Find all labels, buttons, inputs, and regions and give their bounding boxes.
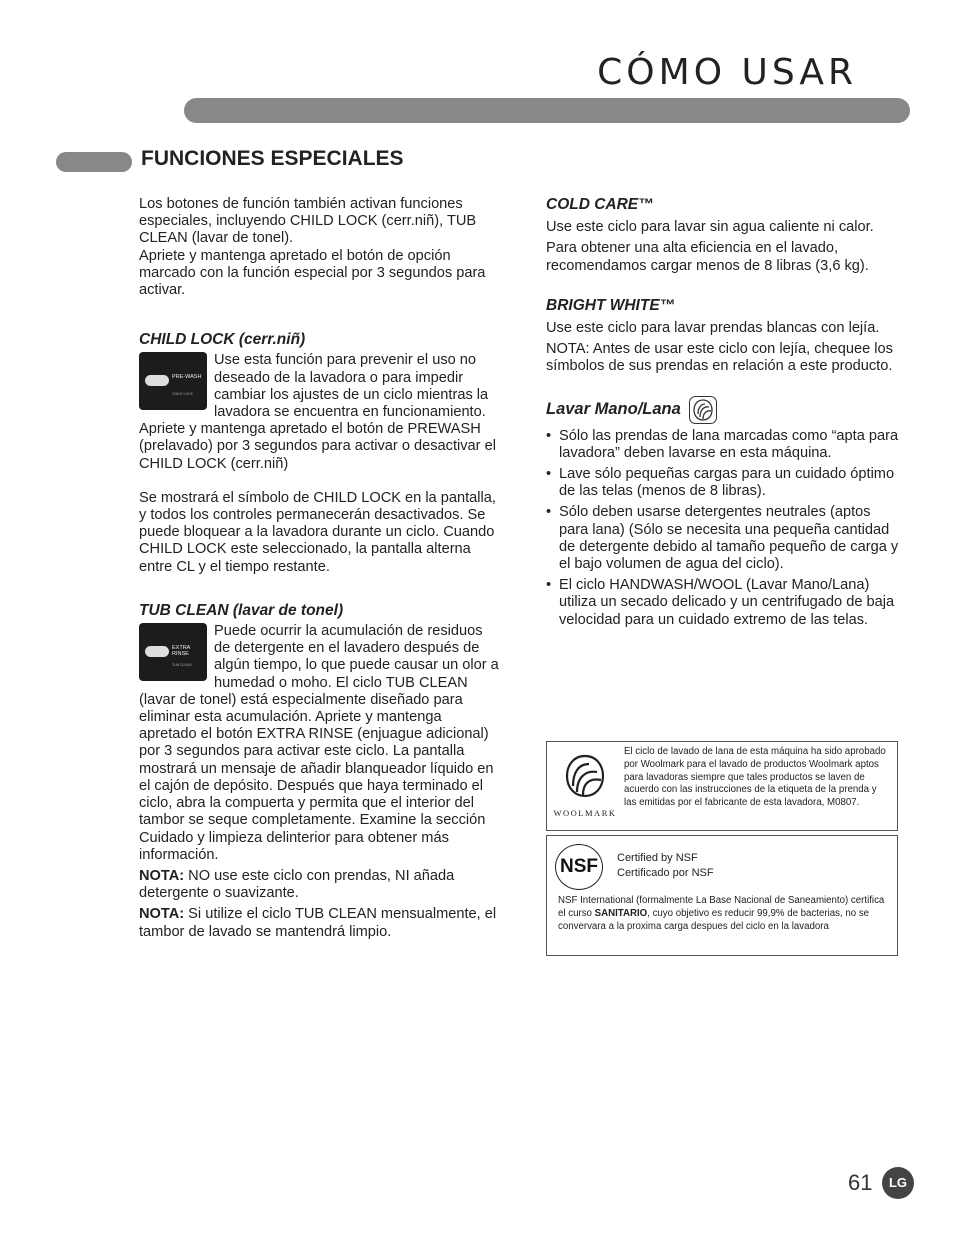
woolmark-text: El ciclo de lavado de lana de esta máquina ha sido aprobado por Woolmark para el lavado de productos Woolmark aptos para lavadoras siempre que tales productos se laven de acuerdo con las instrucciones de la etiqueta de la prenda y las emitidas por el fabricante de esta lavadora, M0807. (624, 746, 886, 809)
header-bar (184, 98, 910, 123)
nsf-certification: Certified by NSF Certificado por NSF (617, 852, 714, 879)
nsf-info-box (546, 835, 898, 956)
prewash-button-label: PRE-WASH (172, 374, 202, 381)
tub-clean-heading: TUB CLEAN (lavar de tonel) (139, 601, 344, 619)
page-number: 61 (848, 1170, 873, 1195)
wool-icon (689, 396, 717, 424)
nsf-text: NSF International (formalmente La Base Nacional de Saneamiento) certifica el curso SANITARIO, cuyo objetivo es reducir 99,9% de bacterias, no se convervara a la proxima carga despues del ciclo en la lavadora (558, 895, 885, 932)
nsf-logo: NSF (555, 844, 603, 890)
child-lock-paragraph-2: Se mostrará el símbolo de CHILD LOCK en la pantalla, y todos los controles permanecerán desactivados. Se puede bloquear a la lavadora durante un ciclo. Cuando CHILD LOCK este seleccionado, la pantalla alterna entre CL y el tiempo restante. (139, 489, 496, 575)
intro-paragraph-2: Apriete y mantenga apretado el botón de opción marcado con la función especial por 3 segundos para activar. (139, 247, 486, 299)
intro-paragraph-1: Los botones de función también activan funciones especiales, incluyendo CHILD LOCK (cerr.niñ), TUB CLEAN (lavar de tonel). (139, 196, 477, 247)
list-item: • Sólo las prendas de lana marcadas como “apta para lavadora” deben lavarse en esta máquina. (546, 428, 902, 462)
woolmark-info-box (546, 741, 898, 831)
tub-clean-note-2: NOTA: Si utilize el ciclo TUB CLEAN mensualmente, el tambor de lavado se mantendrá limpio. (139, 906, 497, 940)
lg-logo-icon: LG (882, 1167, 914, 1199)
tub-clean-button-sublabel: TUB CLEAN (172, 663, 192, 668)
extra-rinse-button-label: EXTRA RINSE (172, 645, 191, 658)
section-title: FUNCIONES ESPECIALES (141, 147, 404, 170)
list-item: • Sólo deben usarse detergentes neutrales (aptos para lana) (Sólo se necesita una pequeña cantidad de detergente debido al tamaño pequeño de carga y el bajo volumen de agua del ciclo). (546, 504, 902, 573)
prewash-button-image (139, 352, 207, 410)
button-pill-icon (145, 646, 169, 657)
list-item: • El ciclo HANDWASH/WOOL (Lavar Mano/Lana) utiliza un secado delicado y un centrifugado de baja velocidad para un cuidado extremo de las telas. (546, 577, 902, 629)
child-lock-button-sublabel: CHILD LOCK (172, 392, 194, 397)
woolmark-logo-text: WOOLMARK (553, 807, 617, 818)
page-title: CÓMO USAR (597, 52, 857, 93)
hand-wool-heading: Lavar Mano/Lana (546, 396, 902, 424)
bright-white-heading: BRIGHT WHITE™ (546, 296, 676, 314)
tub-clean-note-1: NOTA: NO use este ciclo con prendas, NI añada detergente o suavizante. (139, 867, 455, 902)
left-column (139, 196, 499, 941)
hand-wool-bullet-list (546, 428, 902, 629)
cold-care-paragraph-2: Para obtener una alta eficiencia en el lavado, recomendamos cargar menos de 8 libras (3,6 kg). (546, 240, 869, 274)
right-column (546, 196, 902, 633)
woolmark-logo (553, 752, 617, 818)
child-lock-heading: CHILD LOCK (cerr.niñ) (139, 331, 306, 349)
bright-white-paragraph-2: NOTA: Antes de usar este ciclo con lejía, chequee los símbolos de sus prendas en relación a este producto. (546, 341, 893, 375)
tub-clean-paragraph: Puede ocurrir la acumulación de residuos de detergente en el lavadero después de algún tiempo, lo que puede causar un olor a humedad o moho. El ciclo TUB CLEAN (lavar de tonel) está especialmente diseñado para eliminar esta acumulación. Apriete y mantenga apretado el botón EXTRA RINSE (enjuague adicional) por 3 segundos para activar este ciclo. La pantalla mostrará un mensaje de añadir blanqueador líquido en el cajón de depósito. Después que haya terminado el ciclo, abra la compuerta y permita que el interior del tambor se seque completamente. Examine la sección Cuidado y limpieza delinterior para obtener más información. (139, 623, 499, 863)
cold-care-heading: COLD CARE™ (546, 196, 654, 213)
list-item: • Lave sólo pequeñas cargas para un cuidado óptimo de las telas (menos de 8 libras). (546, 466, 902, 500)
cold-care-paragraph-1: Use este ciclo para lavar sin agua caliente ni calor. (546, 219, 874, 236)
bright-white-paragraph-1: Use este ciclo para lavar prendas blancas con lejía. (546, 320, 880, 337)
extra-rinse-button-image (139, 623, 207, 681)
section-pill (56, 152, 132, 172)
button-pill-icon (145, 375, 169, 386)
child-lock-paragraph-1: Use esta función para prevenir el uso no deseado de la lavadora o para impedir cambiar los ajustes de un ciclo mientras la lavadora se encuentra en funcionamiento. Apriete y mantenga apretado el botón de PREWASH (prelavado) por 3 segundos para activar o desactivar el CHILD LOCK (cerr.niñ) (139, 352, 496, 472)
